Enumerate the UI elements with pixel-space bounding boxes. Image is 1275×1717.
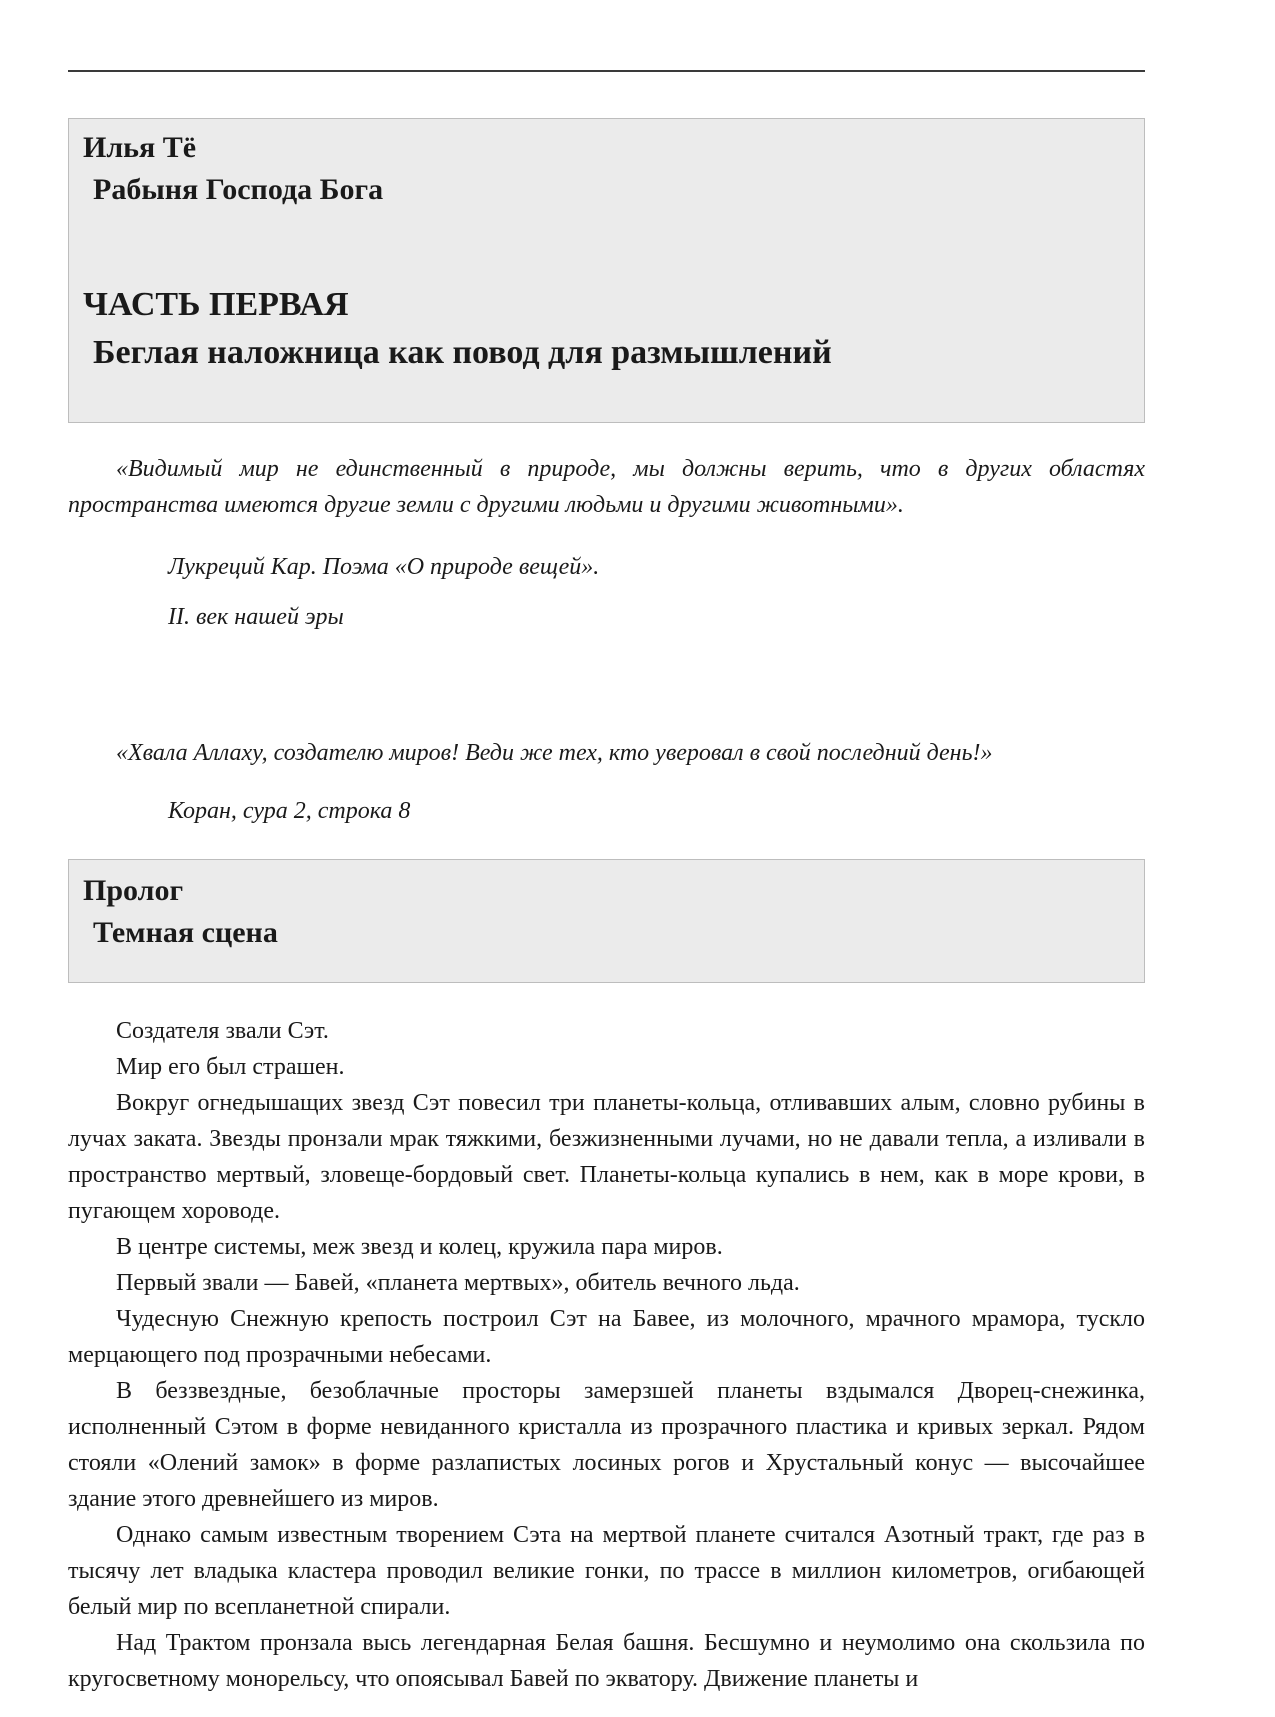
book-title: Рабыня Господа Бога [93,173,384,206]
top-divider [68,70,1145,72]
book-title-block [68,118,1145,423]
epigraph-section [68,451,1145,829]
book-author: Илья Тё [83,131,197,164]
paragraph: Первый звали — Бавей, «планета мертвых», обитель вечного льда. [116,1270,800,1297]
section-title: Пролог [83,874,184,908]
paragraph: Чудесную Снежную крепость построил Сэт на Бавее, из молочного, мрачного мрамора, тускло мерцающего под прозрачными небесами. [68,1306,1145,1369]
epigraph-attribution-1a: Лукреций Кар. Поэма «О природе вещей». [168,554,600,581]
paragraph: Над Трактом пронзала высь легендарная Белая башня. Бесшумно и неумолимо она скользила по кругосветному монорельсу, что опоясывал Бавей по экватору. Движение планеты и [68,1630,1145,1693]
paragraph: Вокруг огнедышащих звезд Сэт повесил три планеты-кольца, отливавших алым, словно рубины в лучах заката. Звезды пронзали мрак тяжкими, безжизненными лучами, но не давали тепла, а изливали в пространство мертвый, зловеще-бордовый свет. Планеты-кольца купались в нем, как в море крови, в пугающем хороводе. [68,1090,1145,1225]
body-text [68,1013,1145,1697]
epigraph-attribution-2: Коран, сура 2, строка 8 [168,798,411,825]
epigraph-quote-1: «Видимый мир не единственный в природе, мы должны верить, что в других областях пространства имеются другие земли с другими людьми и другими животными». [68,456,1145,519]
prologue-title-block [68,859,1145,983]
paragraph: Мир его был страшен. [116,1054,345,1081]
epigraph-quote-2: «Хвала Аллаху, создателю миров! Веди же тех, кто уверовал в свой последний день!» [116,740,993,767]
paragraph: В центре системы, меж звезд и колец, кружила пара миров. [116,1234,723,1261]
paragraph: Создателя звали Сэт. [116,1018,329,1045]
epigraph-attribution-1b: II. век нашей эры [168,604,344,631]
part-title: Беглая наложница как повод для размышлений [93,333,832,371]
part-label: ЧАСТЬ ПЕРВАЯ [83,286,349,323]
paragraph: Однако самым известным творением Сэта на мертвой планете считался Азотный тракт, где раз в тысячу лет владыка кластера проводил великие гонки, по трассе в миллион километров, огибающей белый мир по всепланетной спирали. [68,1522,1145,1621]
section-subtitle: Темная сцена [93,916,278,950]
paragraph: В беззвездные, безоблачные просторы замерзшей планеты вздымался Дворец-снежинка, исполненный Сэтом в форме невиданного кристалла из прозрачного пластика и кривых зеркал. Рядом стояли «Олений замок» в форме разлапистых лосиных рогов и Хрустальный конус — высочайшее здание этого древнейшего из миров. [68,1378,1145,1513]
